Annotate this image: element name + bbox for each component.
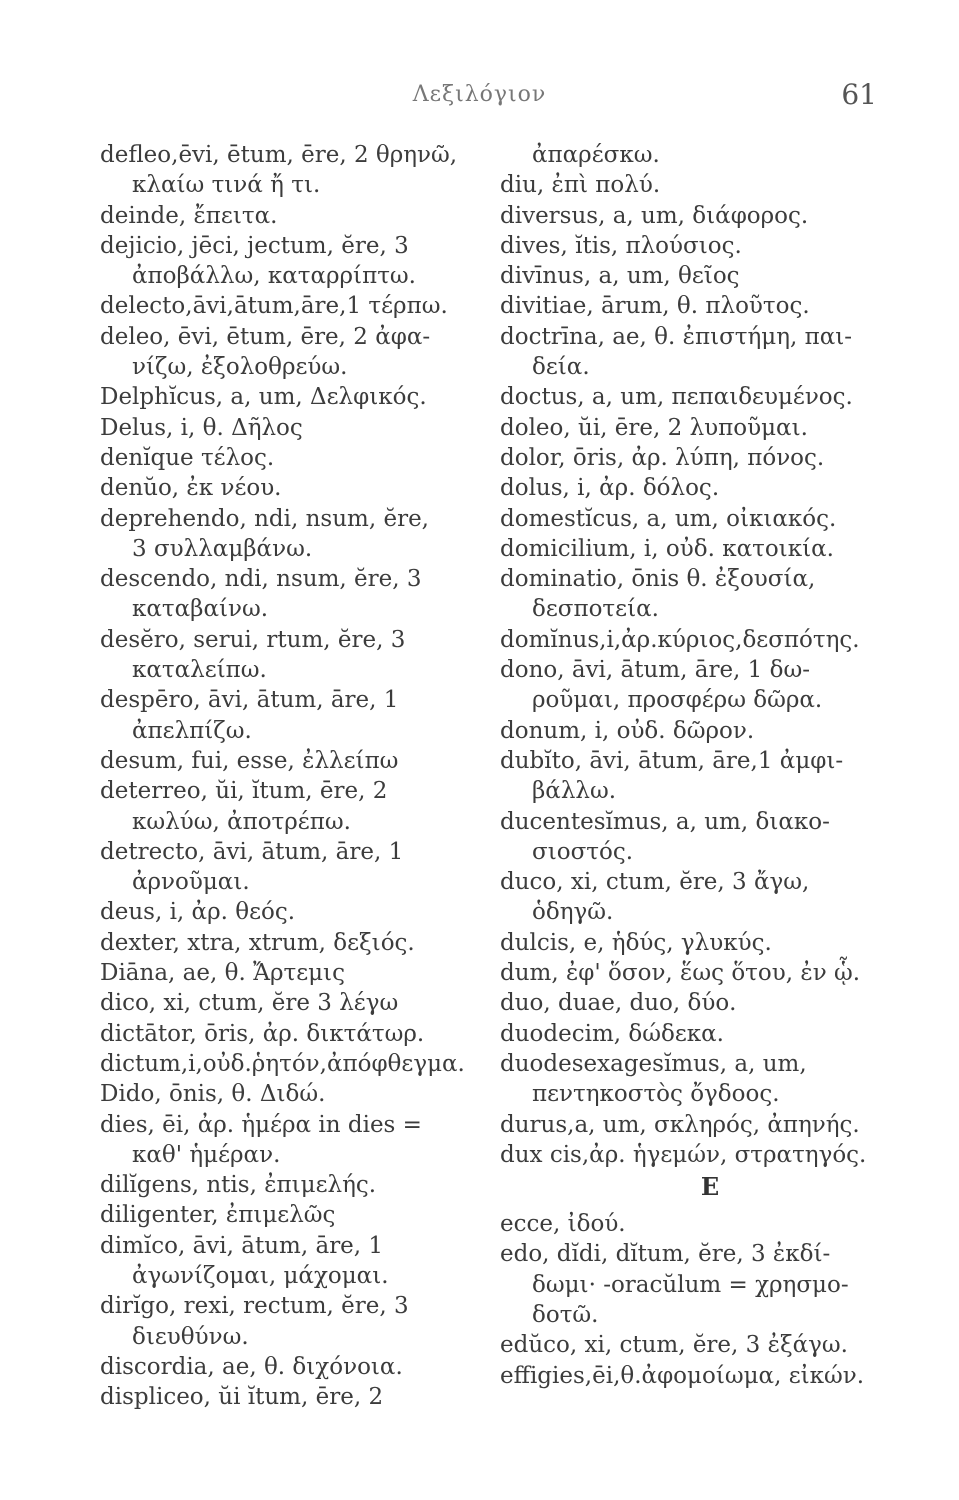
entry-continuation-line: ροῦμαι, προσφέρω δῶρα.: [532, 687, 823, 714]
entry-line: Delphĭcus, a, um, Δελφικός.: [100, 384, 427, 411]
entry-line: dux cis,ἀρ. ἡγεμών, στρατηγός.: [500, 1141, 867, 1168]
entry-line: duco, xi, ctum, ĕre, 3 ἄγω,: [500, 869, 810, 896]
entry-line: deprehendo, ndi, nsum, ĕre,: [100, 505, 429, 532]
entry-continuation-line: δεία.: [532, 354, 590, 381]
entry-continuation-line: ἀποβάλλω, καταρρίπτω.: [132, 263, 416, 290]
entry-line: diligenter, ἐπιμελῶς: [100, 1202, 336, 1229]
entry-line: dum, ἐφ' ὅσον, ἕως ὅτου, ἐν ᾧ.: [500, 960, 861, 987]
entry-line: dives, ĭtis, πλούσιος.: [500, 232, 742, 259]
entry-line: divitiae, ārum, θ. πλοῦτος.: [500, 293, 810, 320]
entry-line: Dido, ōnis, θ. Διδώ.: [100, 1081, 326, 1108]
entry-line: detrecto, āvi, ātum, āre, 1: [100, 838, 404, 865]
entry-continuation-line: καταλείπω.: [132, 657, 267, 684]
entry-continuation-line: κλαίω τινά ἤ τι.: [132, 172, 321, 199]
entry-line: edo, dĭdi, dĭtum, ĕre, 3 ἐκδί-: [500, 1241, 831, 1268]
entry-line: dulcis, e, ἡδύς, γλυκύς.: [500, 929, 772, 956]
entry-line: dono, āvi, ātum, āre, 1 δω-: [500, 657, 810, 684]
entry-continuation-line: δωμι· -oracŭlum = χρησμο-: [532, 1271, 849, 1298]
entry-continuation-line: δοτῶ.: [532, 1301, 599, 1328]
entry-line: doctrīna, ae, θ. ἐπιστήμη, παι-: [500, 323, 853, 350]
entry-line: diversus, a, um, διάφορος.: [500, 202, 809, 229]
entry-line: ducentesĭmus, a, um, διακο-: [500, 808, 830, 835]
entry-continuation-line: ἀγωνίζομαι, μάχομαι.: [132, 1262, 389, 1289]
entry-line: dilĭgens, ntis, ἐπιμελής.: [100, 1172, 377, 1199]
entry-line: domestĭcus, a, um, οἰκιακός.: [500, 505, 837, 532]
entry-line: deinde, ἔπειτα.: [100, 202, 278, 229]
entry-line: durus,a, um, σκληρός, ἀπηνής.: [500, 1111, 860, 1138]
entry-line: dimĭco, āvi, ātum, āre, 1: [100, 1232, 384, 1259]
entry-continuation-line: ἀπαρέσκω.: [532, 142, 660, 168]
entry-line: duodesexagesĭmus, a, um,: [500, 1050, 807, 1077]
entry-line: Delus, i, θ. Δῆλος: [100, 414, 303, 441]
entry-line: dictātor, ōris, ἀρ. δικτάτωρ.: [100, 1020, 425, 1047]
entry-line: dico, xi, ctum, ĕre 3 λέγω: [100, 990, 399, 1017]
entry-line: donum, i, οὐδ. δῶρον.: [500, 717, 755, 744]
entry-line: divīnus, a, um, θεῖος: [500, 263, 740, 290]
entry-line: deus, i, ἀρ. θεός.: [100, 899, 296, 926]
entry-continuation-line: 3 συλλαμβάνω.: [132, 535, 313, 562]
entry-line: defleo,ēvi, ētum, ēre, 2 θρηνῶ,: [100, 142, 458, 168]
entry-line: dejicio, jēci, jectum, ĕre, 3: [100, 232, 409, 259]
entry-line: dolor, ōris, ἀρ. λύπη, πόνος.: [500, 444, 825, 471]
entry-continuation-line: ἀρνοῦμαι.: [132, 869, 250, 896]
entry-line: displiceo, ŭi ĭtum, ēre, 2: [100, 1384, 384, 1411]
entry-line: despēro, āvi, ātum, āre, 1: [100, 687, 399, 714]
entry-continuation-line: πεντηκοστὸς ὄγδοος.: [532, 1081, 780, 1108]
entry-line: dubĭto, āvi, ātum, āre,1 ἀμφι-: [500, 747, 844, 774]
entry-line: desum, fui, esse, ἐλλείπω: [100, 747, 399, 774]
entry-continuation-line: ὁδηγῶ.: [532, 899, 614, 926]
entry-line: dolus, i, ἀρ. δόλος.: [500, 475, 720, 502]
entry-line: descendo, ndi, nsum, ĕre, 3: [100, 566, 422, 593]
entry-line: denĭque τέλος.: [100, 444, 275, 471]
entry-continuation-line: ἀπελπίζω.: [132, 717, 252, 744]
entry-continuation-line: νίζω, ἐξολοθρεύω.: [132, 354, 348, 381]
right-column: [500, 140, 880, 1391]
entry-line: duodecim, δώδεκα.: [500, 1020, 724, 1047]
section-letter: E: [700, 1172, 720, 1202]
entry-line: doleo, ŭi, ēre, 2 λυποῦμαι.: [500, 414, 808, 441]
entry-line: dictum,i,οὐδ.ῥητόν,ἀπόφθεγμα.: [100, 1050, 465, 1077]
entry-line: discordia, ae, θ. διχόνοια.: [100, 1353, 403, 1380]
entry-line: dominatio, ōnis θ. ἐξουσία,: [500, 566, 816, 593]
page-number: 61: [841, 78, 877, 111]
entry-continuation-line: βάλλω.: [532, 778, 617, 805]
entry-line: duo, duae, duo, δύο.: [500, 990, 737, 1017]
entry-line: domicilium, i, οὐδ. κατοικία.: [500, 535, 834, 562]
entry-continuation-line: καταβαίνω.: [132, 596, 269, 623]
entry-line: edŭco, xi, ctum, ĕre, 3 ἐξάγω.: [500, 1332, 848, 1359]
running-head: Λεξιλόγιον: [412, 82, 547, 107]
entry-line: ecce, ἰδού.: [500, 1211, 626, 1238]
entry-line: dexter, xtra, xtrum, δεξιός.: [100, 929, 415, 956]
entry-line: dies, ēi, ἀρ. ἡμέρα in dies =: [100, 1111, 422, 1138]
entry-line: deleo, ēvi, ētum, ēre, 2 ἀφα-: [100, 323, 431, 350]
entry-line: desĕro, serui, rtum, ĕre, 3: [100, 626, 406, 653]
entry-line: dirĭgo, rexi, rectum, ĕre, 3: [100, 1293, 409, 1320]
entry-line: effigies,ēi,θ.ἀφομοίωμα, εἰκών.: [500, 1362, 865, 1389]
entry-line: diu, ἐπὶ πολύ.: [500, 172, 661, 199]
entry-continuation-line: διευθύνω.: [132, 1323, 249, 1350]
entry-line: deterreo, ŭi, ĭtum, ēre, 2: [100, 778, 388, 805]
entry-line: denŭo, ἐκ νέου.: [100, 475, 282, 502]
entry-line: Diāna, ae, θ. Ἄρτεμις: [100, 960, 345, 987]
entry-continuation-line: κωλύω, ἀποτρέπω.: [132, 808, 351, 835]
entry-continuation-line: σιοστός.: [532, 838, 634, 865]
entry-continuation-line: καθ' ἡμέραν.: [132, 1141, 281, 1168]
entry-continuation-line: δεσποτεία.: [532, 596, 659, 623]
left-column: [100, 140, 478, 1412]
entry-line: doctus, a, um, πεπαιδευμένος.: [500, 384, 853, 411]
entry-line: domĭnus,i,ἀρ.κύριος,δεσπότης.: [500, 626, 860, 653]
entry-line: delecto,āvi,ātum,āre,1 τέρπω.: [100, 293, 448, 320]
